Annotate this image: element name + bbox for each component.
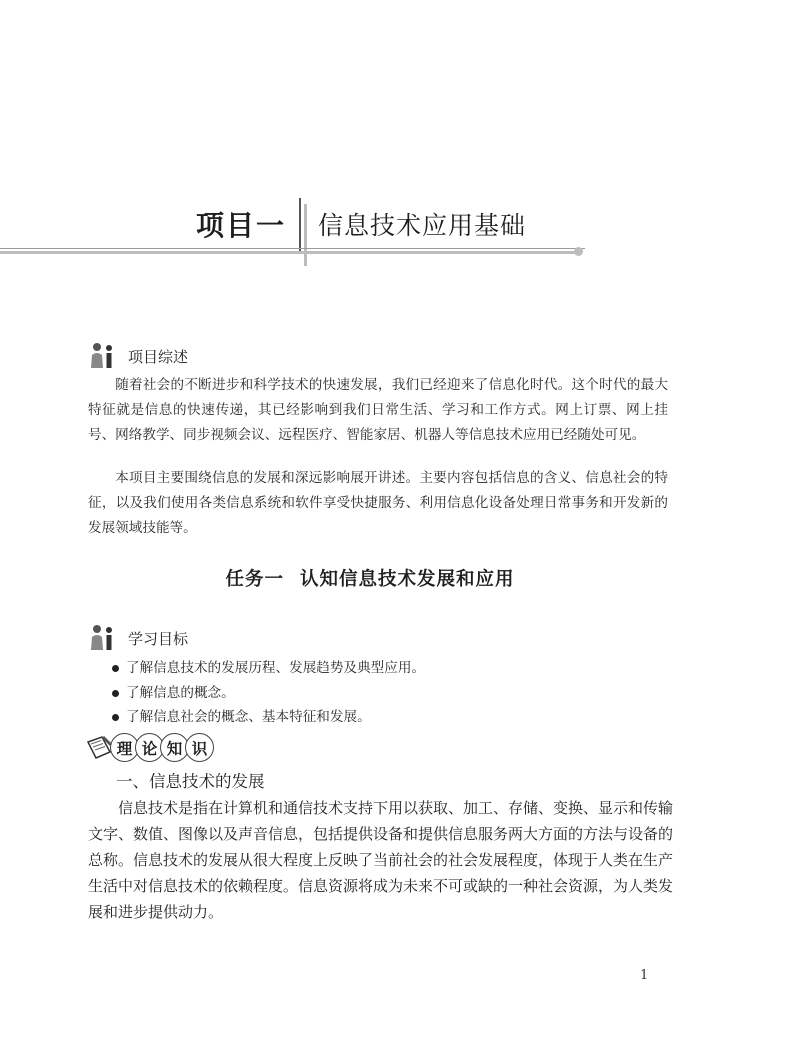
theory-char: 理 (110, 733, 139, 762)
task-title (0, 565, 740, 591)
task-name: 认知信息技术发展和应用 (300, 569, 515, 590)
bullet-dot-icon (112, 690, 119, 697)
overview-paragraph-1: 随着社会的不断进步和科学技术的快速发展，我们已经迎来了信息化时代。这个时代的最大特征就是信息的快速传递，其已经影响到我们日常生活、学习和工作方式。网上订票、网上挂号、网络教学、同步视频会议、远程医疗、智能家居、机器人等信息技术应用已经随处可见。 (88, 377, 668, 443)
theory-banner (86, 732, 216, 762)
bullet-dot-icon (112, 714, 119, 721)
bullet-dot-icon (112, 665, 119, 672)
list-item-text: 了解信息社会的概念、基本特征和发展。 (126, 709, 371, 725)
header-divider-light (304, 204, 307, 266)
header-rule-thin (0, 248, 585, 249)
list-item-text: 了解信息的概念。 (126, 684, 235, 701)
notebook-pen-icon (86, 734, 114, 760)
objectives-heading (88, 622, 488, 652)
chapter-label: 项目一 (196, 209, 287, 242)
chapter-title: 信息技术应用基础 (318, 211, 527, 240)
page-number: 1 (640, 968, 649, 983)
header-rule-thick (0, 251, 580, 254)
list-item (110, 681, 630, 706)
list-item-text: 了解信息技术的发展历程、发展趋势及典型应用。 (126, 660, 426, 676)
info-person-icon (88, 340, 118, 370)
chapter-header (0, 190, 800, 270)
theory-char: 论 (135, 733, 164, 762)
theory-char: 识 (185, 733, 214, 762)
objectives-list (110, 656, 630, 730)
objectives-heading-label: 学习目标 (128, 630, 189, 648)
task-number: 任务一 (225, 569, 284, 590)
list-item (110, 656, 630, 681)
list-item (110, 705, 630, 730)
theory-label (110, 733, 210, 762)
theory-char: 知 (160, 733, 189, 762)
overview-heading (88, 340, 488, 370)
info-person-icon (88, 622, 118, 652)
header-rule-dot (574, 247, 583, 256)
overview-heading-label: 项目综述 (128, 348, 189, 366)
section-heading: 一、信息技术的发展 (116, 772, 265, 791)
header-divider-dark (299, 198, 301, 254)
section-paragraph: 信息技术是指在计算机和通信技术支持下用以获取、加工、存储、变换、显示和传输文字、数值、图像以及声音信息，包括提供设备和提供信息服务两大方面的方法与设备的总称。信息技术的发展从很大程度上反映了当前社会的社会发展程度，体现于人类在生产生活中对信息技术的依赖程度。信息资源将成为未来不可或缺的一种社会资源，为人类发展和进步提供动力。 (88, 799, 674, 921)
overview-paragraph-2: 本项目主要围绕信息的发展和深远影响展开讲述。主要内容包括信息的含义、信息社会的特征，以及我们使用各类信息系统和软件享受快捷服务、利用信息化设备处理日常事务和开发新的发展领域技能等。 (88, 470, 668, 536)
